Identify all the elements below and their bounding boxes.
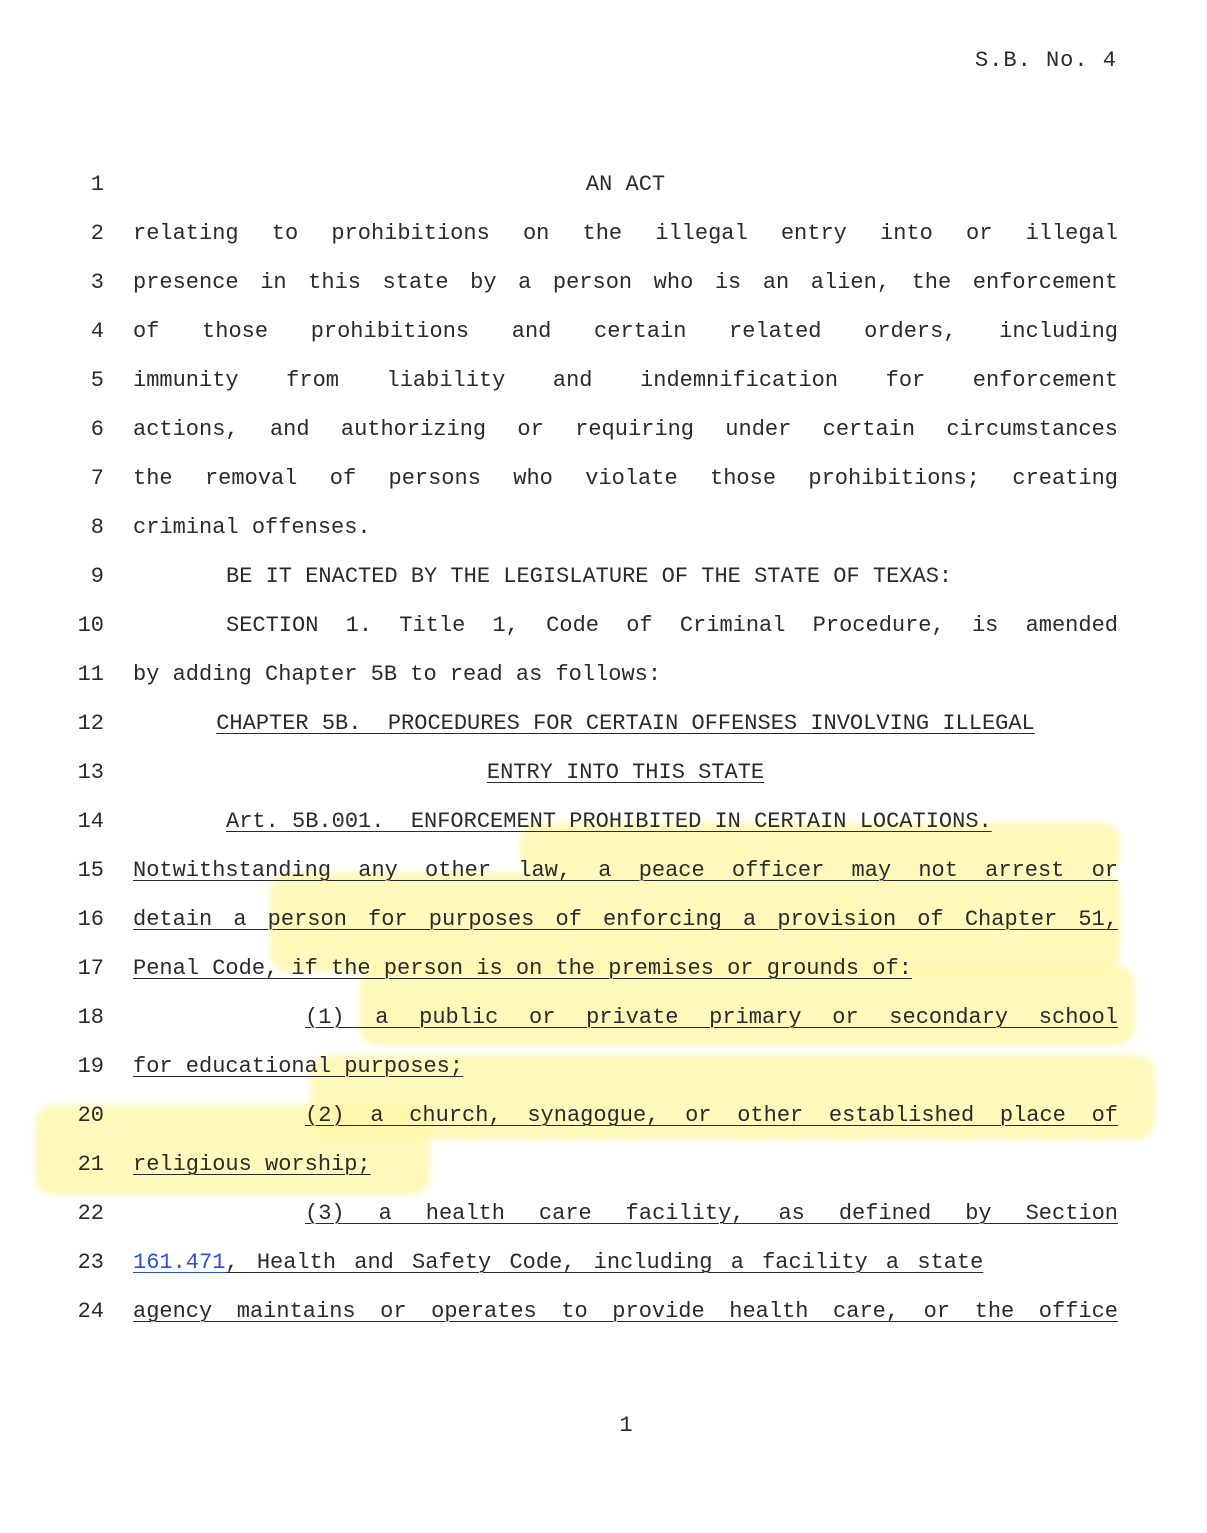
line-text: BE IT ENACTED BY THE LEGISLATURE OF THE STATE OF TEXAS: [226, 564, 953, 589]
line-text: of those prohibitions and certain related orders, including [133, 319, 1118, 344]
line-text: religious worship; [133, 1152, 371, 1177]
bill-number: S.B. No. 4 [974, 48, 1117, 73]
line-number: 6 [90, 417, 104, 442]
line-text: actions, and authorizing or requiring under certain circumstances [133, 417, 1118, 442]
line-text: Art. 5B.001. ENFORCEMENT PROHIBITED IN CERTAIN LOCATIONS. [226, 809, 992, 834]
line-11 [0, 652, 1207, 701]
line-number: 18 [77, 1005, 104, 1030]
line-text: presence in this state by a person who is an alien, the enforcement [133, 270, 1118, 295]
line-12 [0, 701, 1207, 750]
line-20 [0, 1093, 1207, 1142]
line-10 [0, 603, 1207, 652]
line-text: , Health and Safety Code, including a facility a state [225, 1250, 984, 1275]
line-18 [0, 995, 1207, 1044]
line-number: 4 [90, 319, 104, 344]
line-1 [0, 162, 1207, 211]
line-number: 12 [77, 711, 104, 736]
line-13 [0, 750, 1207, 799]
line-text: (1) a public or private primary or secondary school [305, 1005, 1118, 1030]
line-number: 5 [90, 368, 104, 393]
line-number: 20 [77, 1103, 104, 1128]
line-number: 13 [77, 760, 104, 785]
line-text: relating to prohibitions on the illegal entry into or illegal [133, 221, 1118, 246]
line-16 [0, 897, 1207, 946]
line-14 [0, 799, 1207, 848]
line-number: 14 [77, 809, 104, 834]
line-2 [0, 211, 1207, 260]
line-6 [0, 407, 1207, 456]
line-17 [0, 946, 1207, 995]
line-number: 1 [90, 172, 104, 197]
line-23 [0, 1240, 1207, 1289]
line-text: detain a person for purposes of enforcing a provision of Chapter 51, [133, 907, 1118, 932]
page-number: 1 [619, 1413, 633, 1438]
line-22 [0, 1191, 1207, 1240]
line-number: 10 [77, 613, 104, 638]
line-24 [0, 1289, 1207, 1338]
line-5 [0, 358, 1207, 407]
line-number: 16 [77, 907, 104, 932]
line-number: 7 [90, 466, 104, 491]
line-text: ENTRY INTO THIS STATE [486, 760, 765, 785]
line-text: the removal of persons who violate those prohibitions; creating [133, 466, 1118, 491]
line-number: 11 [77, 662, 104, 687]
line-number: 15 [77, 858, 104, 883]
line-number: 2 [90, 221, 104, 246]
line-text: for educational purposes; [133, 1054, 464, 1079]
line-number: 8 [90, 515, 104, 540]
line-text: (3) a health care facility, as defined by Section [305, 1201, 1118, 1226]
line-text: immunity from liability and indemnification for enforcement [133, 368, 1118, 393]
line-number: 19 [77, 1054, 104, 1079]
line-text: Notwithstanding any other law, a peace officer may not arrest or [133, 858, 1118, 883]
line-number: 23 [77, 1250, 104, 1275]
line-9 [0, 554, 1207, 603]
line-number: 17 [77, 956, 104, 981]
line-4 [0, 309, 1207, 358]
line-3 [0, 260, 1207, 309]
line-text: SECTION 1. Title 1, Code of Criminal Procedure, is amended [226, 613, 1118, 638]
line-number: 21 [77, 1152, 104, 1177]
line-text: agency maintains or operates to provide health care, or the office [133, 1299, 1118, 1324]
line-text: (2) a church, synagogue, or other established place of [305, 1103, 1118, 1128]
line-8 [0, 505, 1207, 554]
line-number: 9 [90, 564, 104, 589]
line-number: 24 [77, 1299, 104, 1324]
line-text: criminal offenses. [133, 515, 371, 540]
line-21 [0, 1142, 1207, 1191]
line-15 [0, 848, 1207, 897]
line-text: CHAPTER 5B. PROCEDURES FOR CERTAIN OFFENSES INVOLVING ILLEGAL [216, 711, 1035, 736]
line-text: by adding Chapter 5B to read as follows: [133, 662, 662, 687]
line-7 [0, 456, 1207, 505]
line-text: Penal Code, if the person is on the premises or grounds of: [133, 956, 912, 981]
line-number: 3 [90, 270, 104, 295]
line-19 [0, 1044, 1207, 1093]
line-number: 22 [77, 1201, 104, 1226]
line-text: AN ACT [585, 172, 666, 197]
section-link[interactable]: 161.471 [133, 1250, 226, 1275]
